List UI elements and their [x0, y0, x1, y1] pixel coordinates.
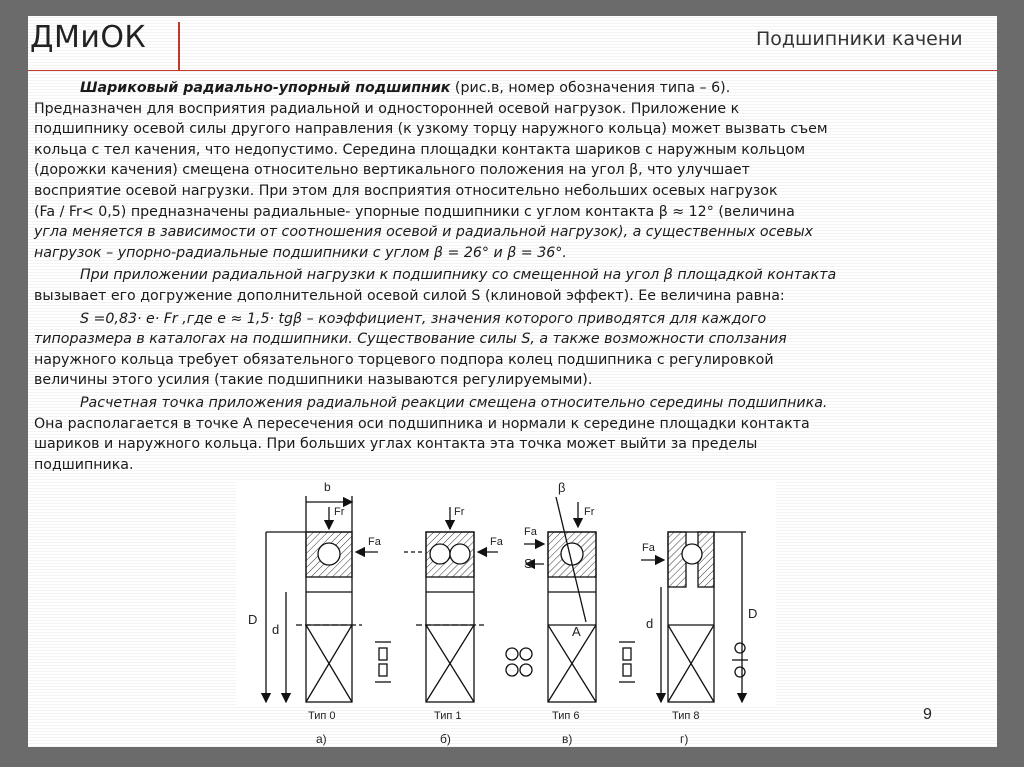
body-text	[34, 78, 979, 477]
p3-line2: типоразмера в каталогах на подшипники. Существование силы S, а также возможности сползания	[34, 331, 787, 348]
bearing-type-6-drawing	[524, 497, 635, 702]
bearing-type-0-drawing	[266, 496, 391, 702]
paragraph-2	[34, 265, 979, 306]
dim-b-label: b	[324, 480, 331, 494]
p4-line4: подшипника.	[34, 456, 134, 473]
bearing-drawings	[236, 482, 776, 706]
dim-d-label-0: d	[272, 622, 280, 637]
bearing-figure	[236, 482, 776, 706]
page-number: 9	[923, 706, 932, 723]
p3-line1: S =0,83· e· Fr ,где e ≈ 1,5· tgβ – коэффициент, значения которого приводятся для каждого	[80, 310, 767, 327]
force-fr-label-1: Fr	[454, 506, 465, 518]
p4-line2: Она располагается в точке А пересечения оси подшипника и нормали к середине площадки контакта	[34, 415, 810, 432]
p1-lead: Шариковый радиально-упорный подшипник	[80, 80, 451, 96]
type-label-6: Тип 6	[552, 710, 580, 722]
p2-line2: вызывает его догружение дополнительной осевой силой S (клиновой эффект). Ее величина равна:	[34, 287, 785, 304]
p3-line4: величины этого усилия (такие подшипники называются регулируемыми).	[34, 372, 593, 389]
p4-line1: Расчетная точка приложения радиальной реакции смещена относительно середины подшипника.	[80, 394, 828, 411]
p1-line7: (Fa / Fr< 0,5) предназначены радиальные- упорные подшипники с углом контакта β ≈ 12° (величина	[34, 203, 795, 220]
p3-line3: наружного кольца требует обязательного торцевого подпора колец подшипника с регулировкой	[34, 351, 774, 368]
dim-D-label-8: D	[748, 606, 758, 621]
dim-D-label-0: D	[248, 612, 258, 627]
header-divider-horizontal	[28, 70, 997, 71]
p1-line8: угла меняется в зависимости от соотношения осевой и радиальной нагрузок), а существенных осевых	[34, 224, 814, 241]
point-a-label: A	[572, 624, 581, 639]
bearing-type-8-drawing	[641, 532, 748, 702]
force-fa-label-0: Fa	[368, 536, 381, 548]
p1-line3: подшипнику осевой силы другого направления (к узкому торцу наружного кольца) может вызвать съем	[34, 121, 828, 138]
p1-line4: кольца с тел качения, что недопустимо. Середина площадки контакта шариков с наружным кольцом	[34, 141, 806, 158]
force-fa-label-8: Fa	[642, 542, 655, 554]
paragraph-4	[34, 393, 979, 475]
subcaption-b: б)	[440, 732, 451, 746]
force-fa-label-1: Fa	[490, 536, 503, 548]
slide	[28, 16, 997, 747]
p1-line5: (дорожки качения) смещена относительно вертикального положения на угол β, что улучшает	[34, 162, 750, 179]
paragraph-1	[34, 78, 979, 263]
subcaption-a: а)	[316, 732, 327, 746]
subcaption-c: в)	[562, 732, 573, 746]
angle-beta-label: β	[558, 480, 566, 495]
force-s-label: S	[524, 556, 533, 571]
type-label-8: Тип 8	[672, 710, 700, 722]
bearing-type-1-drawing	[404, 507, 532, 702]
subcaption-d: г)	[680, 732, 689, 746]
p1-line9: нагрузок – упорно-радиальные подшипники с углом β = 26° и β = 36°.	[34, 244, 567, 261]
logo-text: ДМиОК	[30, 20, 147, 55]
p1-line6: восприятие осевой нагрузки. При этом для восприятия относительно небольших осевых нагрузок	[34, 182, 778, 199]
slide-title: Подшипники качени	[756, 28, 963, 50]
p1-line2: Предназначен для восприятия радиальной и односторонней осевой нагрузок. Приложение к	[34, 100, 740, 117]
force-fr-label-0: Fr	[334, 506, 345, 518]
type-label-0: Тип 0	[308, 710, 336, 722]
paragraph-3	[34, 309, 979, 391]
force-fa-label-6: Fa	[524, 526, 537, 538]
dim-d-label-8: d	[646, 616, 654, 631]
type-label-1: Тип 1	[434, 710, 462, 722]
p2-line1: При приложении радиальной нагрузки к подшипнику со смещенной на угол β площадкой контакта	[80, 267, 837, 284]
p1-line1-rest: (рис.в, номер обозначения типа – 6).	[450, 80, 731, 96]
header-divider-vertical	[178, 22, 180, 70]
force-fr-label-6: Fr	[584, 506, 595, 518]
p4-line3: шариков и наружного кольца. При больших углах контакта эта точка может выйти за пределы	[34, 436, 758, 453]
